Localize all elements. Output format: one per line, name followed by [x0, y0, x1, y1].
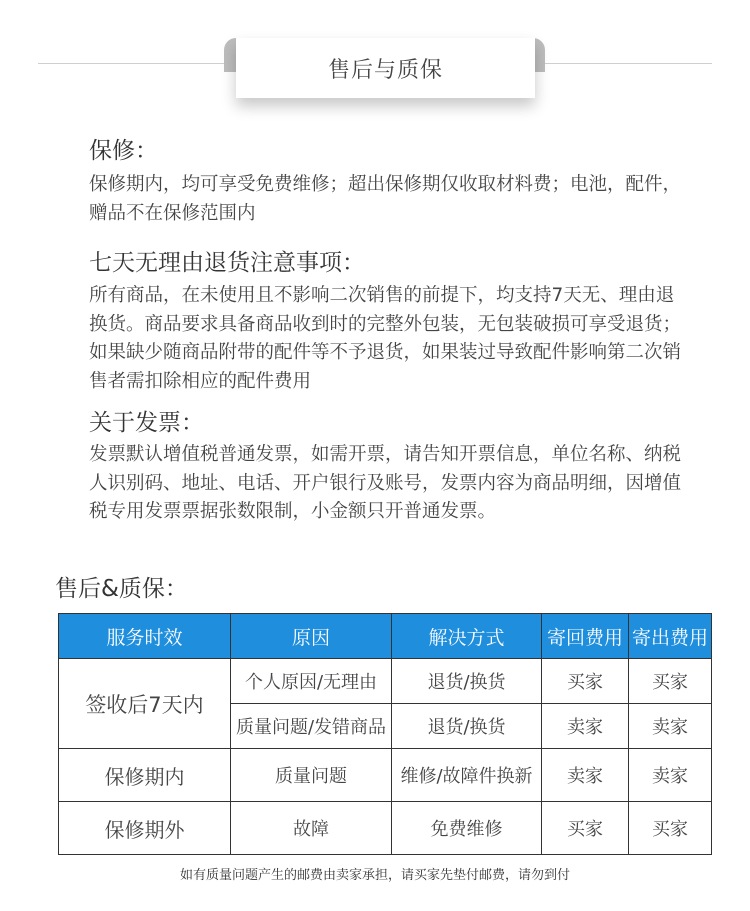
footnote: 如有质量问题产生的邮费由卖家承担，请买家先垫付邮费，请勿到付 — [179, 868, 570, 883]
col-header-return-fee: 寄回费用 — [542, 614, 629, 659]
cell-send-fee: 买家 — [629, 659, 712, 704]
cell-send-fee: 卖家 — [629, 749, 712, 802]
table-row — [59, 802, 712, 855]
cell-reason: 质量问题/发错商品 — [231, 704, 392, 749]
col-header-reason: 原因 — [231, 614, 392, 659]
warranty-title: 保修： — [89, 138, 158, 164]
cell-send-fee: 卖家 — [629, 704, 712, 749]
warranty-text: 保修期内，均可享受免费维修；超出保修期仅收取材料费；电池，配件，赠品不在保修范围内 — [89, 174, 682, 224]
table-header-row — [59, 614, 712, 659]
cell-return-fee: 卖家 — [542, 704, 629, 749]
cell-period: 签收后7天内 — [59, 659, 231, 749]
cell-return-fee: 买家 — [542, 659, 629, 704]
invoice-text: 发票默认增值税普通发票，如需开票，请告知开票信息，单位名称、纳税人识别码、地址、电话、开户银行及账号，发票内容为商品明细，因增值税专用发票票据张数限制，小金额只开普通发票。 — [89, 444, 682, 522]
table-row — [59, 749, 712, 802]
col-header-send-fee: 寄出费用 — [629, 614, 712, 659]
cell-solution: 免费维修 — [392, 802, 542, 855]
service-table — [58, 613, 712, 855]
cell-send-fee: 买家 — [629, 802, 712, 855]
cell-return-fee: 卖家 — [542, 749, 629, 802]
cell-solution: 退货/换货 — [392, 659, 542, 704]
cell-reason: 质量问题 — [231, 749, 392, 802]
return-policy-text: 所有商品，在未使用且不影响二次销售的前提下，均支持7天无、理由退换货。商品要求具备商品收到时的完整外包装，无包装破损可享受退货；如果缺少随商品附带的配件等不予退货，如果装过导致配件影响第二次销售者需扣除相应的配件费用 — [89, 285, 682, 392]
col-header-solution: 解决方式 — [392, 614, 542, 659]
cell-solution: 维修/故障件换新 — [392, 749, 542, 802]
col-header-period: 服务时效 — [59, 614, 231, 659]
cell-solution: 退货/换货 — [392, 704, 542, 749]
table-row — [59, 659, 712, 704]
return-policy-title: 七天无理由退货注意事项： — [89, 250, 365, 276]
cell-reason: 个人原因/无理由 — [231, 659, 392, 704]
cell-reason: 故障 — [231, 802, 392, 855]
cell-return-fee: 买家 — [542, 802, 629, 855]
invoice-title: 关于发票： — [89, 410, 204, 436]
cell-period: 保修期外 — [59, 802, 231, 855]
after-sales-title: 售后&质保： — [55, 576, 188, 602]
page-title: 售后与质保 — [236, 38, 535, 98]
cell-period: 保修期内 — [59, 749, 231, 802]
